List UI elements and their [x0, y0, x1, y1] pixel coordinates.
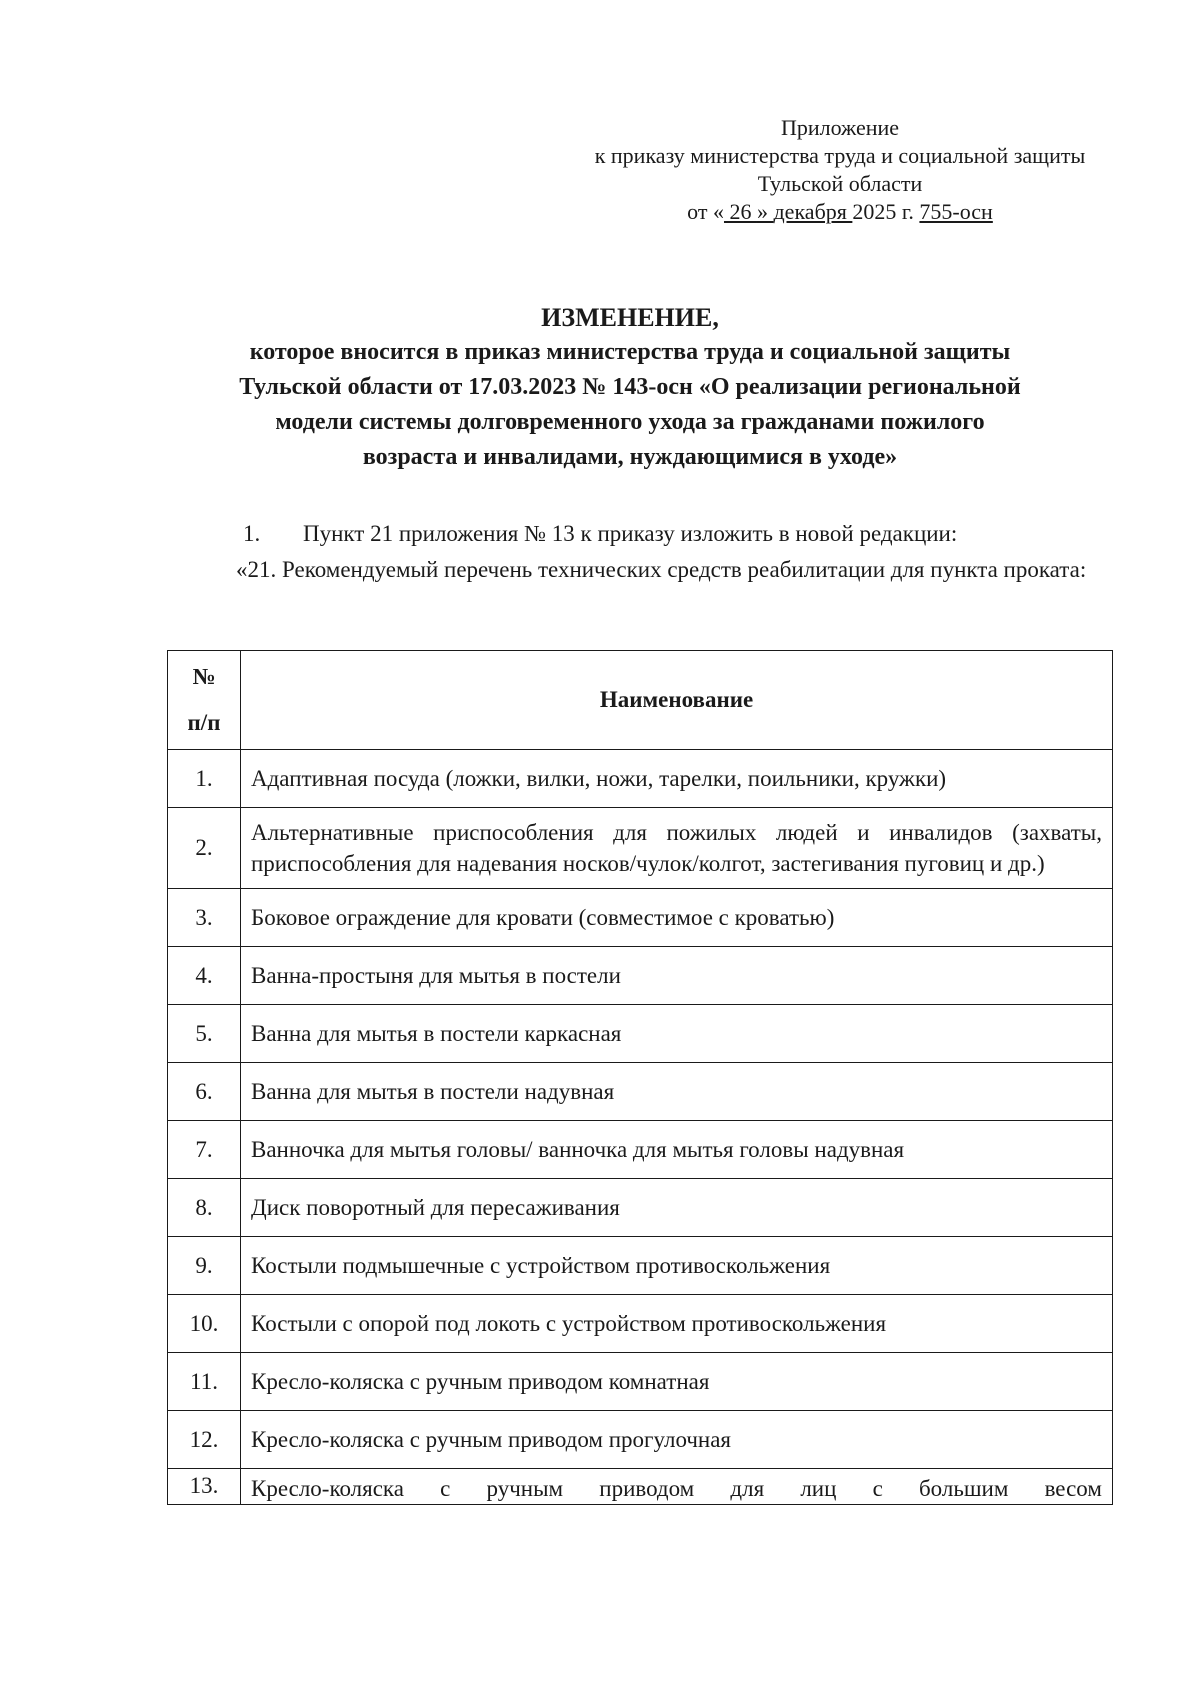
date-month: декабря: [773, 199, 853, 224]
title-main: ИЗМЕНЕНИЕ,: [541, 303, 719, 332]
row-name-word: приводом: [599, 1476, 695, 1501]
row-name: Диск поворотный для пересаживания: [241, 1179, 1113, 1237]
table-row: [168, 1063, 1113, 1121]
item-text: Пункт 21 приложения № 13 к приказу изложить в новой редакции:: [303, 521, 958, 546]
table-row: [168, 889, 1113, 947]
row-name: Ванночка для мытья головы/ ванночка для мытья головы надувная: [241, 1121, 1113, 1179]
row-name: Костыли подмышечные с устройством противоскольжения: [241, 1237, 1113, 1295]
appendix-order-ref: к приказу министерства труда и социальной защиты: [594, 143, 1086, 168]
row-number: 2.: [168, 808, 241, 889]
row-number: 12.: [168, 1411, 241, 1469]
row-name: Кресло-коляска с ручным приводом прогулочная: [241, 1411, 1113, 1469]
row-name: Костыли с опорой под локоть с устройством противоскольжения: [241, 1295, 1113, 1353]
header-number-pp: п/п: [187, 710, 221, 735]
header-number: [168, 651, 241, 750]
title-line-3: модели системы долговременного ухода за гражданами пожилого: [275, 409, 985, 435]
row-name: Ванна для мытья в постели каркасная: [241, 1005, 1113, 1063]
row-name-word: большим: [918, 1476, 1009, 1501]
table-row: [168, 750, 1113, 808]
date-day: 26: [723, 199, 757, 224]
order-number: 755-осн: [919, 199, 993, 224]
date-mid: »: [756, 199, 774, 224]
title-line-2: Тульской области от 17.03.2023 № 143-осн «О реализации региональной: [239, 374, 1021, 400]
table-row: [168, 1179, 1113, 1237]
row-name: Адаптивная посуда (ложки, вилки, ножи, тарелки, поильники, кружки): [241, 750, 1113, 808]
row-number: 9.: [168, 1237, 241, 1295]
row-number: 7.: [168, 1121, 241, 1179]
table-row: [168, 1469, 1113, 1505]
row-name-word: с: [440, 1476, 451, 1501]
paragraph-item-1: [168, 516, 1110, 551]
table-row: [168, 1005, 1113, 1063]
row-name-words: [251, 1473, 1102, 1504]
row-name: Кресло-коляска с ручным приводом комнатная: [241, 1353, 1113, 1411]
row-name: Альтернативные приспособления для пожилых людей и инвалидов (захваты, приспособления для надевания носков/чулок/колгот, застегивания пуговиц и др.): [241, 808, 1113, 889]
table-body: [168, 750, 1113, 1505]
row-number: 1.: [168, 750, 241, 808]
row-name: [241, 1469, 1113, 1505]
row-name: Ванна-простыня для мытья в постели: [241, 947, 1113, 1005]
row-number: 8.: [168, 1179, 241, 1237]
title-line-4: возраста и инвалидами, нуждающимися в уходе»: [362, 444, 898, 470]
row-number: 11.: [168, 1353, 241, 1411]
table-row: [168, 1411, 1113, 1469]
row-number: 3.: [168, 889, 241, 947]
row-name-word: с: [872, 1476, 883, 1501]
item-number: 1.: [243, 521, 261, 546]
table-header-row: [168, 651, 1113, 750]
paragraph-21: «21. Рекомендуемый перечень технических средств реабилитации для пункта проката:: [236, 557, 1087, 582]
table-row: [168, 947, 1113, 1005]
table-row: [168, 1121, 1113, 1179]
row-name-word: весом: [1044, 1476, 1102, 1501]
row-number: 5.: [168, 1005, 241, 1063]
row-name: Ванна для мытья в постели надувная: [241, 1063, 1113, 1121]
row-number: 10.: [168, 1295, 241, 1353]
table-row: [168, 1237, 1113, 1295]
date-prefix: от «: [687, 199, 724, 224]
appendix-date-line: [560, 198, 1120, 226]
table-row: [168, 1353, 1113, 1411]
row-name-word: лиц: [800, 1476, 837, 1501]
row-name-word: Кресло-коляска: [251, 1476, 404, 1501]
header-name: Наименование: [241, 651, 1113, 750]
row-number: 4.: [168, 947, 241, 1005]
document-title: [160, 300, 1100, 475]
row-name-word: для: [730, 1476, 765, 1501]
row-number: 6.: [168, 1063, 241, 1121]
row-name-word: ручным: [486, 1476, 564, 1501]
items-table: [167, 650, 1113, 1505]
header-number-sign: №: [192, 664, 216, 689]
row-name: Боковое ограждение для кровати (совместимое с кроватью): [241, 889, 1113, 947]
table-row: [168, 808, 1113, 889]
appendix-region: Тульской области: [757, 171, 923, 196]
date-year: 2025 г.: [852, 199, 920, 224]
title-line-1: которое вносится в приказ министерства труда и социальной защиты: [249, 339, 1011, 365]
appendix-title: Приложение: [780, 115, 900, 140]
row-number: 13.: [168, 1469, 241, 1505]
table-row: [168, 1295, 1113, 1353]
appendix-header: [560, 114, 1120, 226]
